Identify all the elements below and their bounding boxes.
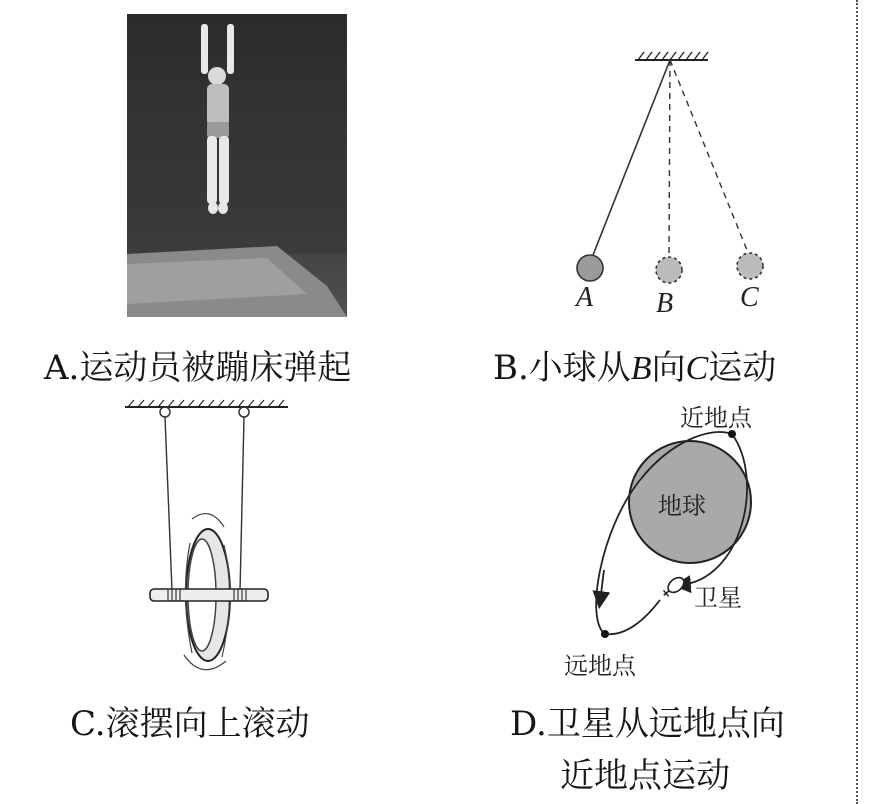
ball-a	[577, 255, 603, 281]
earth-label: 地球	[658, 492, 706, 520]
caption-c: C.滚摆向上滚动	[70, 704, 310, 744]
caption-d-line2: 近地点运动	[560, 756, 730, 796]
pendulum-diagram	[560, 40, 800, 290]
caption-a: A.运动员被蹦床弹起	[44, 348, 352, 388]
page-edge-divider	[856, 0, 858, 804]
caption-b-pre: B.小球从	[493, 348, 631, 388]
caption-d-line1: D.卫星从远地点向	[510, 704, 785, 744]
perigee-label: 近地点	[680, 404, 752, 432]
caption-b	[493, 340, 776, 389]
trampoline-athlete-photo	[127, 14, 347, 317]
apogee-label: 远地点	[564, 652, 636, 680]
ball-b	[656, 257, 682, 283]
caption-b-point-b: B	[630, 350, 652, 387]
satellite-orbit-diagram	[560, 420, 800, 660]
ball-c	[737, 253, 763, 279]
caption-b-post: 运动	[708, 348, 777, 388]
ball-b-label: B	[656, 288, 674, 319]
ball-a-label: A	[576, 282, 594, 313]
caption-b-point-c: C	[685, 350, 709, 387]
ball-c-label: C	[740, 282, 759, 313]
caption-b-mid: 向	[651, 348, 686, 388]
satellite-label: 卫星	[694, 584, 742, 612]
rolling-pendulum-diagram	[120, 395, 300, 695]
